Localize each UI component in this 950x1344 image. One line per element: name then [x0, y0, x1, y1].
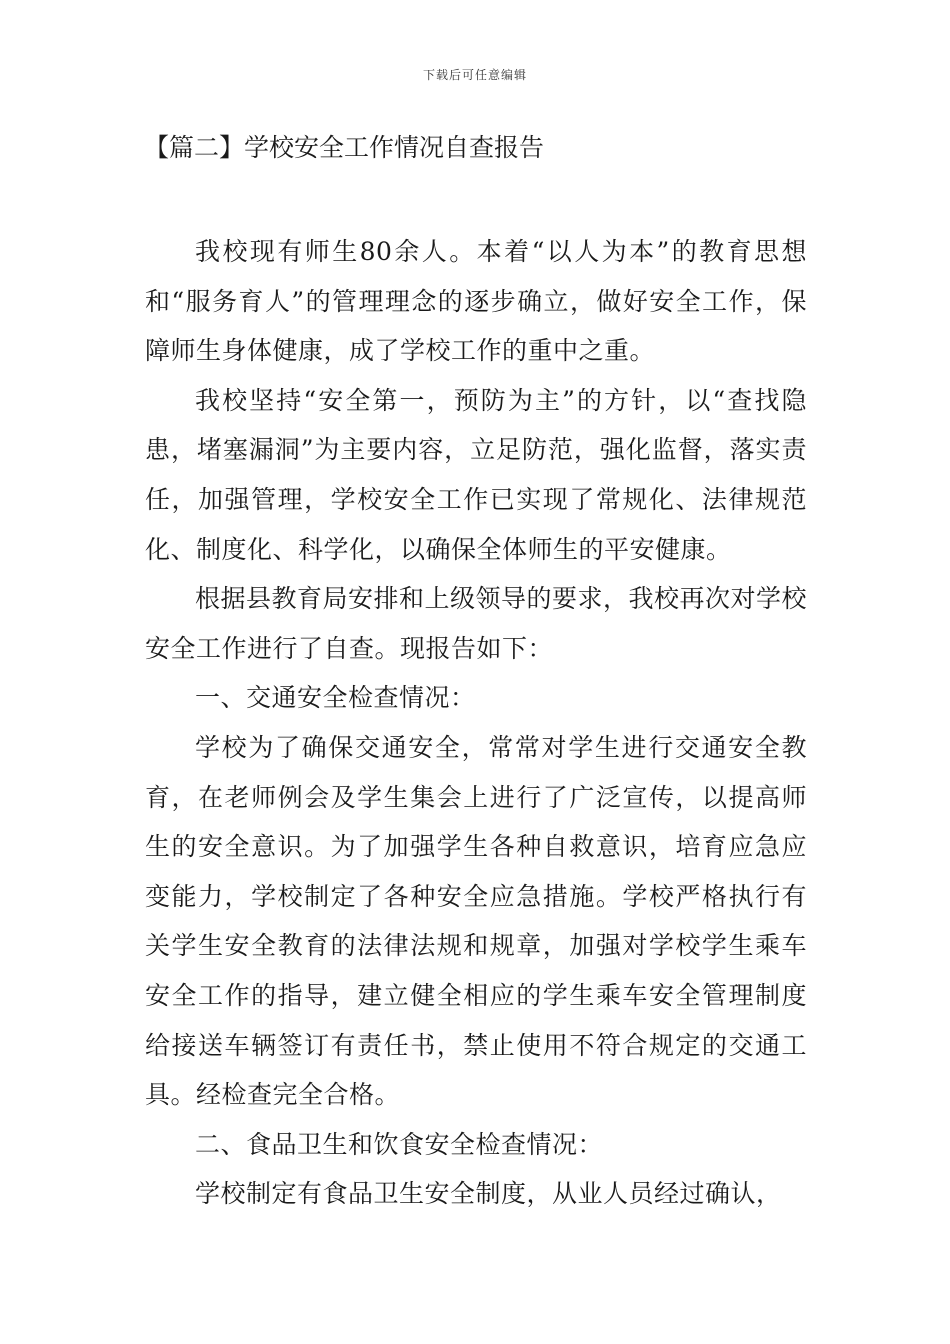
header-note: 下载后可任意编辑: [422, 68, 527, 82]
paragraph-food: 学校制定有食品卫生安全制度，从业人员经过确认，: [195, 1179, 782, 1209]
paragraph-self-check: 根据县教育局安排和上级领导的要求，我校再次对学校安全工作进行了自查。现报告如下：: [145, 584, 808, 663]
paragraph-traffic: 学校为了确保交通安全，常常对学生进行交通安全教育，在老师例会及学生集会上进行了广泛宣传，以提高师生的安全意识。为了加强学生各种自救意识，培育应急应变能力，学校制定了各种安全应急措施。学校严格执行有关学生安全教育的法律法规和规章，加强对学校学生乘车安全工作的指导，建立健全相应的学生乘车安全管理制度给接送车辆签订有责任书，禁止使用不符合规定的交通工具。经检查完全合格。: [145, 732, 807, 1110]
paragraph-intro: 我校现有师生80余人。本着“以人为本”的教育思想和“服务育人”的管理理念的逐步确立，做好安全工作，保障师生身体健康，成了学校工作的重中之重。: [145, 237, 807, 366]
section-heading-food: 二、食品卫生和饮食安全检查情况：: [195, 1129, 604, 1159]
document-title: 【篇二】学校安全工作情况自查报告: [144, 133, 545, 162]
section-heading-traffic: 一、交通安全检查情况：: [195, 683, 476, 713]
document-body: [145, 227, 807, 1219]
paragraph-policy: 我校坚持“安全第一，预防为主”的方针，以“查找隐患，堵塞漏洞”为主要内容，立足防范，强化监督，落实责任，加强管理，学校安全工作已实现了常规化、法律规范化、制度化、科学化，以确保全体师生的平安健康。: [145, 385, 807, 564]
